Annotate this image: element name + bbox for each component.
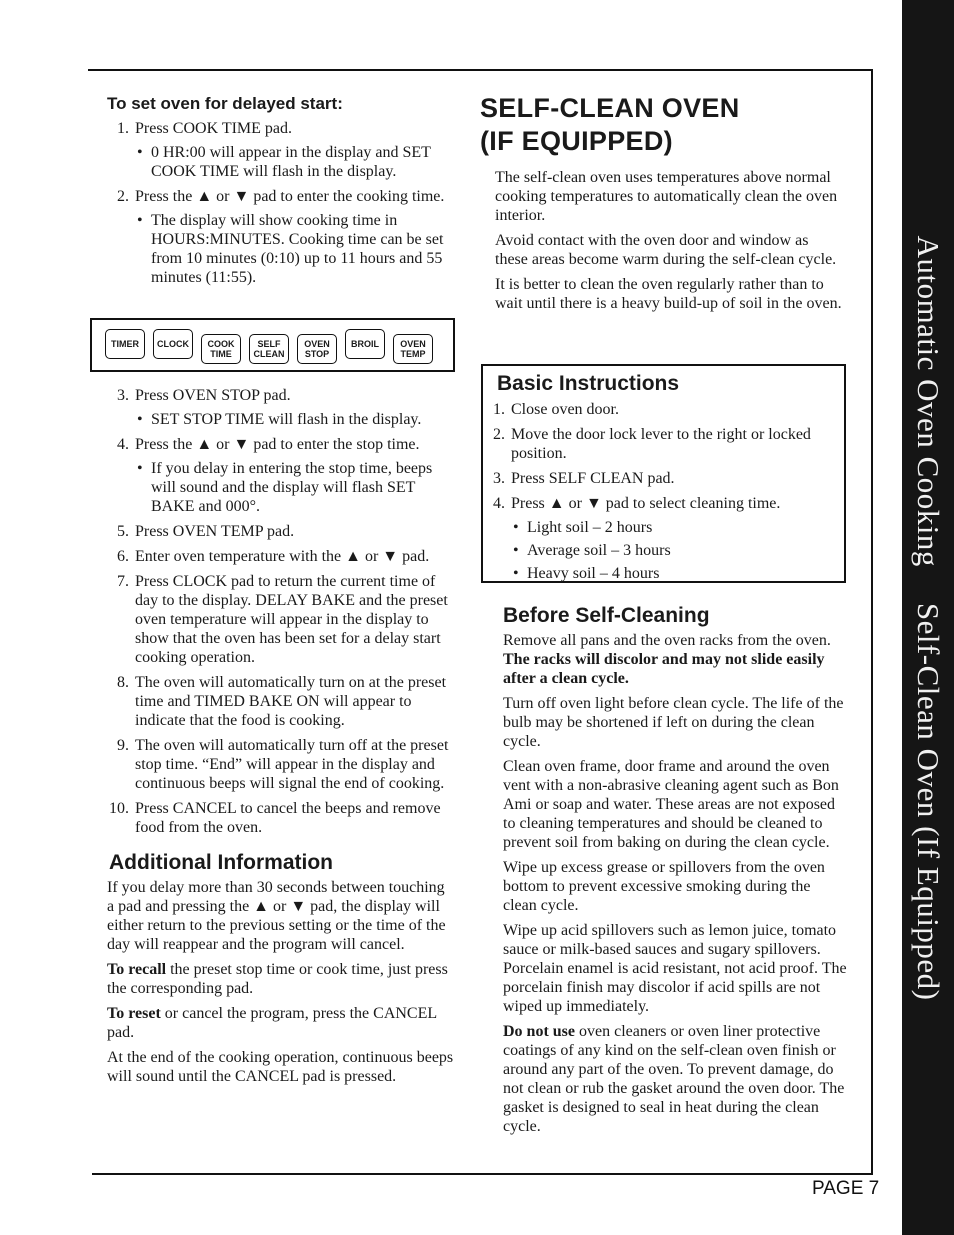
end-of-cooking-paragraph: At the end of the cooking operation, continuous beeps will sound until the CANCEL pad is pressed. [107, 1049, 454, 1085]
bullet-item: • SET STOP TIME will flash in the display. [135, 410, 455, 429]
recall-text: the preset stop time or cook time, just press the corresponding pad. [107, 961, 448, 997]
step-item [107, 386, 455, 429]
before-cleaning-paragraph: Turn off oven light before clean cycle. The life of the bulb may be shortened if left on during the clean cycle. [503, 695, 844, 750]
step-number: 8. [117, 674, 129, 691]
control-pad-timer: TIMER [105, 329, 145, 359]
step-number: 2. [493, 426, 505, 443]
step-text: The oven will automatically turn on at the preset time and TIMED BAKE ON will appear to indicate that the food is cooking. [135, 674, 447, 729]
step-text: Press OVEN TEMP pad. [135, 523, 295, 540]
delayed-start-heading: To set oven for delayed start: [107, 94, 343, 113]
step-bullets [511, 518, 832, 583]
step-number: 4. [493, 495, 505, 512]
basic-instructions-steps [483, 400, 832, 583]
step-item [107, 799, 455, 837]
step-number: 5. [117, 523, 129, 540]
step-bullets [135, 143, 455, 181]
step-number: 1. [117, 120, 129, 137]
step-text: Press the ▲ or ▼ pad to enter the stop time. [135, 436, 420, 453]
before-cleaning-paragraph: Wipe up excess grease or spillovers from the oven bottom to prevent excessive smoking during the clean cycle. [503, 859, 825, 914]
step-text: Enter oven temperature with the ▲ or ▼ pad. [135, 548, 430, 565]
left-column [107, 94, 455, 293]
step-text: Press CLOCK pad to return the current time of day to the display. DELAY BAKE and the preset oven temperature will appear in the display to show that the oven has been set for a delay start cooking operation. [135, 573, 448, 666]
do-not-use-text: oven cleaners or oven liner protective coatings of any kind on the self-clean oven finish or around any part of the oven. To prevent damage, do not clean or rub the gasket around the oven door. The gasket is designed to seal in heat during the clean cycle. [503, 1023, 845, 1135]
additional-info-paragraph: If you delay more than 30 seconds between touching a pad and pressing the ▲ or ▼ pad, the display will either return to the previous setting or the time of the day will reappear and the program will cancel. [107, 879, 446, 953]
step-bullets [135, 410, 455, 429]
bullet-item: • Light soil – 2 hours [511, 518, 832, 537]
page-number: PAGE 7 [812, 1178, 880, 1199]
step-text: Press OVEN STOP pad. [135, 387, 291, 404]
control-panel-illustration [90, 318, 455, 372]
step-item [107, 547, 455, 566]
before-cleaning-paragraph: Wipe up acid spillovers such as lemon juice, tomato sauce or milk-based sauces and sugary spillovers. Porcelain enamel is acid resistant, not acid proof. The porcelain finish may discolor if acid spills are not wiped up immediately. [503, 922, 847, 1015]
self-clean-title [480, 92, 860, 158]
bullet-item: • Heavy soil – 4 hours [511, 564, 832, 583]
control-pad-broil: BROIL [345, 329, 385, 359]
step-item [483, 425, 832, 463]
intro-paragraph: The self-clean oven uses temperatures above normal cooking temperatures to automatically clean the oven interior. [495, 169, 838, 224]
delayed-steps-part-1 [107, 119, 455, 287]
step-item [483, 469, 832, 488]
bullet-item: • 0 HR:00 will appear in the display and SET COOK TIME will flash in the display. [135, 143, 455, 181]
step-item [107, 572, 455, 667]
right-frame-rule [871, 69, 873, 1175]
recall-bold: To recall [107, 961, 167, 978]
step-number: 7. [117, 573, 129, 590]
before-self-cleaning-heading: Before Self-Cleaning [503, 604, 710, 627]
step-item [107, 187, 455, 287]
step-number: 9. [117, 737, 129, 754]
control-pad-oven-temp: OVEN TEMP [393, 334, 433, 364]
delayed-steps-part-2 [107, 386, 455, 837]
additional-information-heading: Additional Information [109, 851, 333, 874]
basic-instructions-box [481, 364, 846, 583]
control-pad-cook-time: COOK TIME [201, 334, 241, 364]
sidebar-part-self-clean-oven: Self-Clean Oven (If Equipped) [911, 602, 946, 1000]
step-item [107, 435, 455, 516]
bullet-item: • The display will show cooking time in HOURS:MINUTES. Cooking time can be set from 10 minutes (0:10) up to 11 hours and 55 minutes (11:55). [135, 211, 455, 287]
racks-warning-bold: The racks will discolor and may not slide easily after a clean cycle. [503, 651, 825, 687]
step-number: 6. [117, 548, 129, 565]
title-line-1: SELF-CLEAN OVEN [480, 93, 740, 123]
section-sidebar [902, 0, 954, 1235]
step-text: Close oven door. [511, 401, 619, 418]
do-not-use-paragraph [503, 1022, 848, 1136]
recall-paragraph [107, 960, 455, 998]
step-item [107, 673, 455, 730]
reset-bold: To reset [107, 1005, 161, 1022]
intro-paragraph: Avoid contact with the oven door and window as these areas become warm during the self-clean cycle. [495, 232, 837, 268]
control-pad-oven-stop: OVEN STOP [297, 334, 337, 364]
reset-text: or cancel the program, press the CANCEL pad. [107, 1005, 437, 1041]
step-text: Press CANCEL to cancel the beeps and remove food from the oven. [135, 800, 441, 836]
step-item [107, 522, 455, 541]
step-item [107, 736, 455, 793]
sidebar-part-automatic-oven-cooking: Automatic Oven Cooking [911, 235, 946, 567]
bullet-item: • Average soil – 3 hours [511, 541, 832, 560]
title-line-2: (IF EQUIPPED) [480, 126, 673, 156]
remove-racks-paragraph [503, 631, 848, 688]
bottom-rule [92, 1173, 873, 1175]
step-text: The oven will automatically turn off at the preset stop time. “End” will appear in the display and continuous beeps will signal the end of cooking. [135, 737, 449, 792]
bullet-item: • If you delay in entering the stop time, beeps will sound and the display will flash SET BAKE and 000°. [135, 459, 455, 516]
step-text: Move the door lock lever to the right or locked position. [511, 426, 811, 462]
control-pad-self-clean: SELF CLEAN [249, 334, 289, 364]
reset-paragraph [107, 1004, 455, 1042]
before-cleaning-paragraph: Clean oven frame, door frame and around the oven vent with a non-abrasive cleaning agent such as Bon Ami or soap and water. These areas are not exposed to cleaning temperatures and should be cleaned to prevent soil from baking on during the clean cycle. [503, 758, 839, 851]
do-not-use-bold: Do not use [503, 1023, 576, 1040]
remove-racks-text: Remove all pans and the oven racks from the oven. [503, 632, 831, 649]
left-column-continued [107, 386, 455, 1092]
before-self-cleaning-section [503, 606, 848, 1142]
basic-instructions-heading: Basic Instructions [497, 372, 680, 395]
step-number: 2. [117, 188, 129, 205]
step-number: 3. [493, 470, 505, 487]
before-cleaning-paragraphs [503, 694, 848, 1016]
step-bullets [135, 211, 455, 287]
step-number: 4. [117, 436, 129, 453]
step-number: 1. [493, 401, 505, 418]
intro-paragraph: It is better to clean the oven regularly rather than to wait until there is a heavy build-up of soil in the oven. [495, 276, 842, 312]
control-pad-clock: CLOCK [153, 329, 193, 359]
top-rule [88, 69, 872, 71]
step-bullets [135, 459, 455, 516]
step-text: Press SELF CLEAN pad. [511, 470, 675, 487]
step-item [107, 119, 455, 181]
step-text: Press COOK TIME pad. [135, 120, 293, 137]
step-item [483, 400, 832, 419]
step-number: 10. [109, 800, 129, 817]
step-number: 3. [117, 387, 129, 404]
step-text: Press the ▲ or ▼ pad to enter the cooking time. [135, 188, 445, 205]
sidebar-title [910, 217, 946, 1018]
control-pads [105, 329, 441, 364]
step-item [483, 494, 832, 583]
step-text: Press ▲ or ▼ pad to select cleaning time. [511, 495, 781, 512]
self-clean-intro [495, 168, 845, 319]
